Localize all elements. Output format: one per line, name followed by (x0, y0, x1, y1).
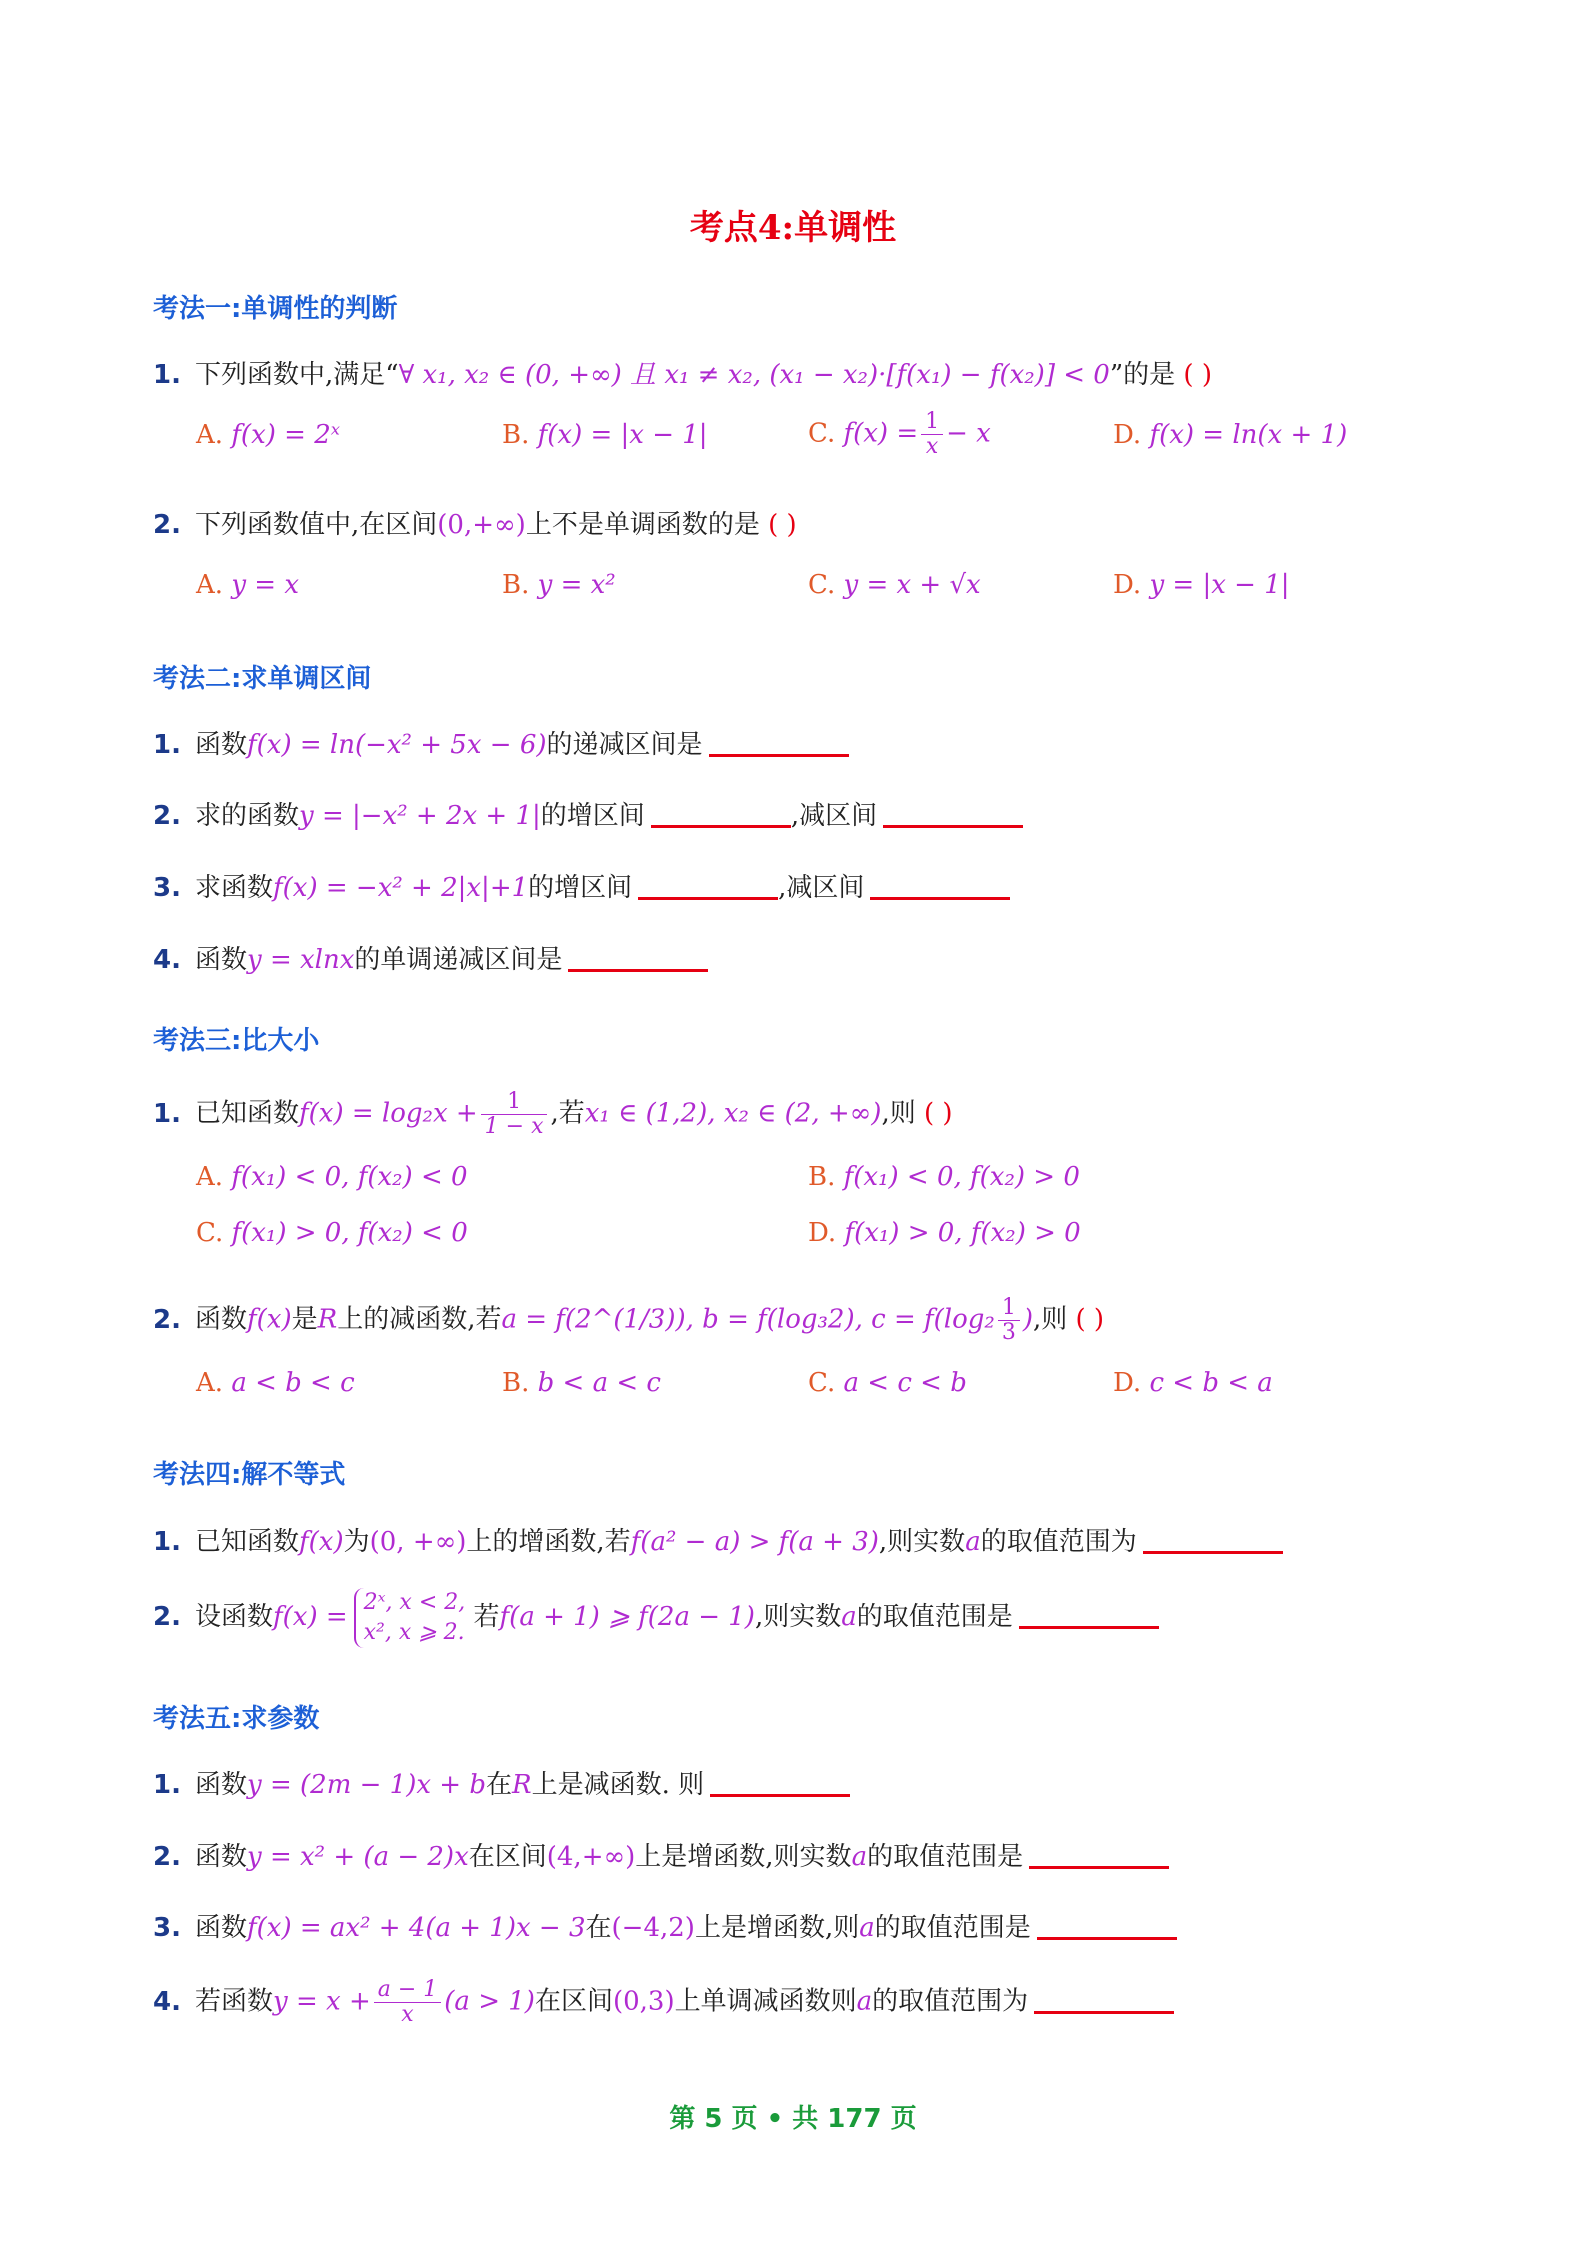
answer-paren[interactable]: ( ) (768, 510, 797, 540)
s3-q1-option-c[interactable]: C. f(x₁) > 0, f(x₂) < 0 (196, 1218, 468, 1248)
s1-q2-option-d[interactable]: D. y = |x − 1| (1113, 570, 1290, 600)
s5-question-1: 1. 函数y = (2m − 1)x + b在R上是减函数. 则 (153, 1765, 850, 1805)
section-heading-4: 考法四:解不等式 (153, 1460, 346, 1490)
s1-question-2: 2. 下列函数值中,在区间(0,+∞)上不是单调函数的是 ( ) (153, 510, 797, 540)
s3-q2-option-d[interactable]: D. c < b < a (1113, 1368, 1273, 1398)
s3-q2-option-c[interactable]: C. a < c < b (808, 1368, 967, 1398)
s4-question-1: 1. 已知函数f(x)为(0, +∞)上的增函数,若f(a² − a) > f(a + 3),则实数a的取值范围为 (153, 1522, 1283, 1562)
s2-question-1: 1. 函数f(x) = ln(−x² + 5x − 6)的递减区间是 (153, 725, 849, 765)
answer-blank[interactable] (1143, 1527, 1283, 1554)
s1-q1-option-c[interactable]: C. f(x) = $\frac{1}{x}$ − x (808, 409, 991, 459)
s3-q1-option-d[interactable]: D. f(x₁) > 0, f(x₂) > 0 (808, 1218, 1081, 1248)
s2-question-4: 4. 函数y = xlnx的单调递减区间是 (153, 940, 708, 980)
answer-blank[interactable] (1029, 1842, 1169, 1869)
s5-question-4: 4. 若函数y = x + $\frac{a - 1}{x}$ (a > 1)在区间(0,3)上单调减函数则a的取值范围为 (153, 1978, 1174, 2027)
s1-q1-option-b[interactable]: B. f(x) = |x − 1| (502, 420, 708, 450)
answer-blank[interactable] (1019, 1602, 1159, 1629)
s3-q2-option-a[interactable]: A. a < b < c (196, 1368, 355, 1398)
answer-blank[interactable] (651, 801, 791, 828)
s5-question-2: 2. 函数y = x² + (a − 2)x在区间(4,+∞)上是增函数,则实数a的取值范围是 (153, 1837, 1169, 1877)
answer-blank[interactable] (1037, 1913, 1177, 1940)
section-heading-5: 考法五:求参数 (153, 1704, 320, 1734)
s3-q2-option-b[interactable]: B. b < a < c (502, 1368, 661, 1398)
answer-paren[interactable]: ( ) (1183, 360, 1212, 390)
s3-q1-option-a[interactable]: A. f(x₁) < 0, f(x₂) < 0 (196, 1162, 468, 1192)
s1-q2-option-b[interactable]: B. y = x² (502, 570, 616, 600)
answer-blank[interactable] (638, 873, 778, 900)
answer-paren[interactable]: ( ) (1075, 1304, 1105, 1335)
s4-question-2: 2. 设函数f(x) = 2ˣ, x < 2, x², x ⩾ 2. 若f(a + 1) ⩾ f(2a − 1),则实数a的取值范围是 (153, 1588, 1159, 1648)
section-heading-3: 考法三:比大小 (153, 1026, 320, 1056)
section-heading-2: 考法二:求单调区间 (153, 664, 372, 694)
s1-q2-option-a[interactable]: A. y = x (196, 570, 299, 600)
s2-question-2: 2. 求的函数y = |−x² + 2x + 1|的增区间 ,减区间 (153, 796, 1023, 836)
s2-question-3: 3. 求函数f(x) = −x² + 2|x|+1的增区间 ,减区间 (153, 868, 1010, 908)
s5-question-3: 3. 函数f(x) = ax² + 4(a + 1)x − 3在(−4,2)上是增函数,则a的取值范围是 (153, 1908, 1177, 1948)
answer-blank[interactable] (709, 730, 849, 757)
answer-blank[interactable] (710, 1770, 850, 1797)
s1-q1-option-d[interactable]: D. f(x) = ln(x + 1) (1113, 420, 1348, 450)
answer-blank[interactable] (870, 873, 1010, 900)
s1-q1-option-a[interactable]: A. f(x) = 2ˣ (196, 420, 340, 450)
answer-blank[interactable] (568, 945, 708, 972)
s3-question-2: 2. 函数f(x)是R上的减函数,若a = f(2^(1/3)), b = f(log₃2), c = f(log₂ $\frac{1}{3}$ ),则 ( ) (153, 1295, 1105, 1345)
page-footer: 第 5 页 • 共 177 页 (669, 2104, 917, 2134)
s3-question-1: 1. 已知函数f(x) = log₂x + $\frac{1}{1 - x}$ ,若x₁ ∈ (1,2), x₂ ∈ (2, +∞),则 ( ) (153, 1089, 953, 1139)
answer-paren[interactable]: ( ) (923, 1098, 953, 1129)
s1-q2-option-c[interactable]: C. y = x + √x (808, 570, 981, 600)
page-title: 考点4:单调性 (689, 208, 897, 248)
s1-question-1: 1. 下列函数中,满足“∀ x₁, x₂ ∈ (0, +∞) 且 x₁ ≠ x₂, (x₁ − x₂)·[f(x₁) − f(x₂)] < 0”的是 ( ) (153, 360, 1212, 390)
answer-blank[interactable] (883, 801, 1023, 828)
s3-q1-option-b[interactable]: B. f(x₁) < 0, f(x₂) > 0 (808, 1162, 1080, 1192)
answer-blank[interactable] (1034, 1987, 1174, 2014)
section-heading-1: 考法一:单调性的判断 (153, 294, 398, 324)
